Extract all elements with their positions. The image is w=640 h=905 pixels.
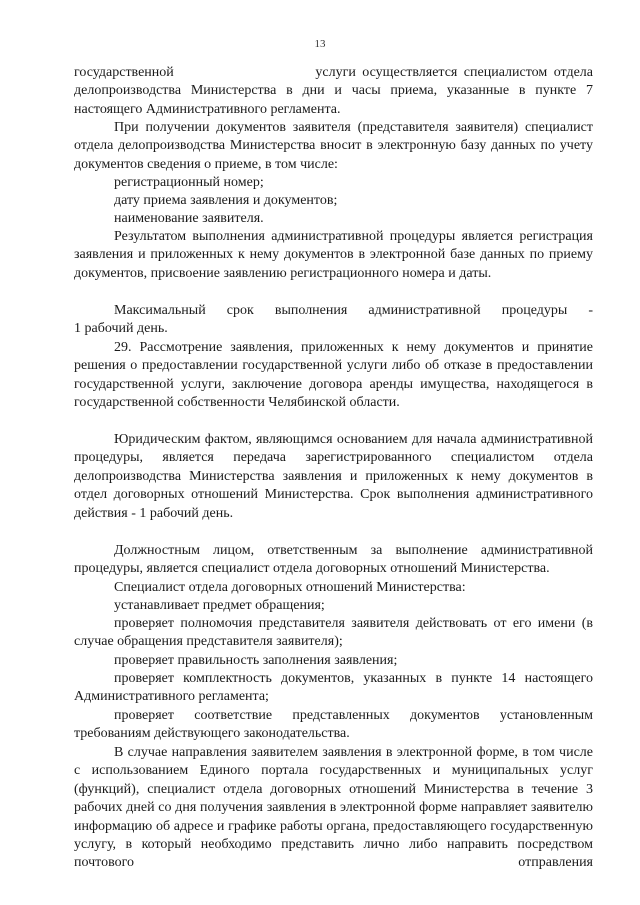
- paragraph-6-line-1: Максимальный срок выполнения административной процедуры -: [114, 303, 593, 318]
- document-body: [74, 64, 593, 873]
- paragraph-0-rest: делопроизводства Министерства в дни и часы приема, указанные в пункте 7 настоящего Административного регламента.: [74, 83, 593, 117]
- paragraph-12: проверяет полномочия представителя заявителя действовать от его имени (в случае обращения представителя заявителя);: [74, 616, 593, 650]
- paragraph-14: проверяет комплектность документов, указанных в пункте 14 настоящего Административного регламента;: [74, 671, 593, 705]
- paragraph-6: [74, 302, 593, 339]
- page-number: 13: [314, 38, 326, 50]
- paragraph-16: В случае направления заявителем заявления в электронной форме, в том числе с использованием Единого портала государственных и муниципальных услуг (функций), специалист отдела договорных отношений Министерства в течение 3 рабочих дней со дня получения заявления в электронной форме направляет заявителю информацию об адресе и графике работы органа, предоставляющего государственную услугу, в который необходимо представить лично либо направить посредством почтового отправления: [74, 745, 593, 871]
- paragraph-2: регистрационный номер;: [114, 175, 264, 190]
- paragraph-10: Специалист отдела договорных отношений Министерства:: [114, 580, 466, 595]
- paragraph-0: [74, 64, 593, 119]
- paragraph-7: 29. Рассмотрение заявления, приложенных к нему документов и принятие решения о предоставлении государственной услуги либо об отказе в предоставлении государственной услуги, заключение договора аренды имущества, находящегося в государственной собственности Челябинской области.: [74, 340, 593, 411]
- paragraph-0-line-1: государственной услуги осуществляется специалистом отдела: [74, 65, 593, 80]
- paragraph-15: проверяет соответствие представленных документов установленным требованиям действующего законодательства.: [74, 708, 593, 742]
- paragraph-4: наименование заявителя.: [114, 211, 264, 226]
- paragraph-13: проверяет правильность заполнения заявления;: [114, 653, 398, 668]
- paragraph-8: Юридическим фактом, являющимся основанием для начала административной процедуры, является передача зарегистрированного специалистом отдела делопроизводства Министерства заявления и приложенных к нему документов в отдел договорных отношений Министерства. Срок выполнения административного действия - 1 рабочий день.: [74, 432, 593, 521]
- paragraph-9: Должностным лицом, ответственным за выполнение административной процедуры, является специалист отдела договорных отношений Министерства.: [74, 543, 593, 577]
- paragraph-11: устанавливает предмет обращения;: [114, 598, 325, 613]
- paragraph-1: При получении документов заявителя (представителя заявителя) специалист отдела делопроизводства Министерства вносит в электронную базу данных по учету документов сведения о приеме, в том числе:: [74, 120, 593, 172]
- paragraph-3: дату приема заявления и документов;: [114, 193, 338, 208]
- paragraph-6-rest: 1 рабочий день.: [74, 321, 168, 337]
- paragraph-5: Результатом выполнения административной процедуры является регистрация заявления и приложенных к нему документов в электронной базе данных по приему документов, присвоение заявлению регистрационного номера и даты.: [74, 229, 593, 281]
